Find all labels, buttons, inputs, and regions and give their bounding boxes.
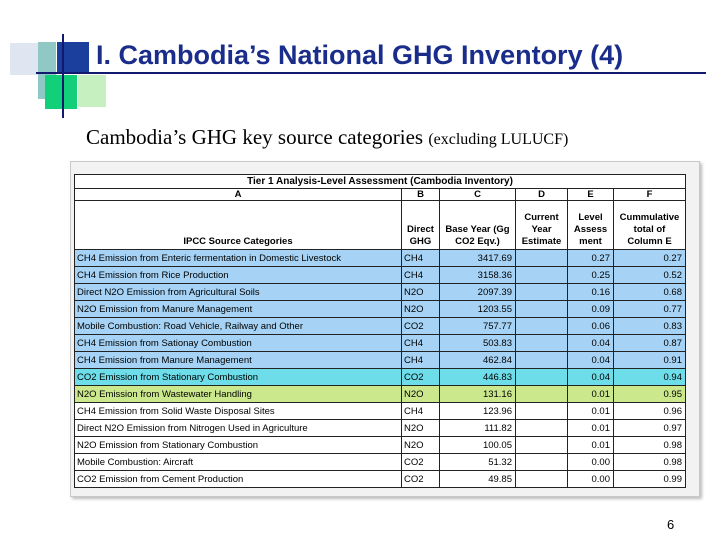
cumulative-cell: 0.68 bbox=[614, 284, 686, 301]
gas-cell: CH4 bbox=[402, 403, 440, 420]
current-year-cell bbox=[516, 352, 568, 369]
current-year-cell bbox=[516, 301, 568, 318]
slide-subtitle bbox=[86, 125, 568, 150]
base-year-cell: 3158.36 bbox=[440, 267, 516, 284]
column-letter: A bbox=[75, 189, 402, 201]
level-cell: 0.25 bbox=[568, 267, 614, 284]
table-row bbox=[75, 301, 686, 318]
cumulative-cell: 0.98 bbox=[614, 454, 686, 471]
category-cell: CH4 Emission from Enteric fermentation in Domestic Livestock bbox=[75, 250, 402, 267]
current-year-cell bbox=[516, 420, 568, 437]
table-row bbox=[75, 250, 686, 267]
category-cell: CH4 Emission from Solid Waste Disposal Sites bbox=[75, 403, 402, 420]
gas-cell: CO2 bbox=[402, 454, 440, 471]
category-cell: CH4 Emission from Rice Production bbox=[75, 267, 402, 284]
cumulative-cell: 0.77 bbox=[614, 301, 686, 318]
category-cell: N2O Emission from Stationary Combustion bbox=[75, 437, 402, 454]
gas-cell: CH4 bbox=[402, 352, 440, 369]
level-cell: 0.04 bbox=[568, 335, 614, 352]
column-header: Base Year (Gg CO2 Eqv.) bbox=[440, 201, 516, 250]
current-year-cell bbox=[516, 318, 568, 335]
cumulative-cell: 0.99 bbox=[614, 471, 686, 488]
category-cell: CH4 Emission from Sationay Combustion bbox=[75, 335, 402, 352]
table-caption: Tier 1 Analysis-Level Assessment (Cambodia Inventory) bbox=[75, 175, 686, 189]
level-cell: 0.00 bbox=[568, 454, 614, 471]
cumulative-cell: 0.52 bbox=[614, 267, 686, 284]
table-row bbox=[75, 284, 686, 301]
base-year-cell: 3417.69 bbox=[440, 250, 516, 267]
current-year-cell bbox=[516, 403, 568, 420]
table-row bbox=[75, 369, 686, 386]
column-letter: D bbox=[516, 189, 568, 201]
cumulative-cell: 0.95 bbox=[614, 386, 686, 403]
gas-cell: CO2 bbox=[402, 369, 440, 386]
category-cell: Mobile Combustion: Road Vehicle, Railway and Other bbox=[75, 318, 402, 335]
slide-title: I. Cambodia’s National GHG Inventory (4) bbox=[96, 40, 624, 70]
base-year-cell: 462.84 bbox=[440, 352, 516, 369]
subtitle-note: (excluding LULUCF) bbox=[428, 131, 569, 148]
deco-square-green bbox=[45, 75, 77, 109]
category-cell: CH4 Emission from Manure Management bbox=[75, 352, 402, 369]
column-letter: B bbox=[402, 189, 440, 201]
cumulative-cell: 0.96 bbox=[614, 403, 686, 420]
gas-cell: CH4 bbox=[402, 267, 440, 284]
cumulative-cell: 0.97 bbox=[614, 420, 686, 437]
table-row bbox=[75, 318, 686, 335]
title-vertical-rule bbox=[62, 34, 64, 118]
table-row bbox=[75, 352, 686, 369]
cumulative-cell: 0.94 bbox=[614, 369, 686, 386]
category-cell: Direct N2O Emission from Agricultural Soils bbox=[75, 284, 402, 301]
gas-cell: N2O bbox=[402, 386, 440, 403]
inventory-table-image bbox=[70, 161, 700, 497]
column-letter: C bbox=[440, 189, 516, 201]
current-year-cell bbox=[516, 471, 568, 488]
current-year-cell bbox=[516, 386, 568, 403]
subtitle-main: Cambodia’s GHG key source categories bbox=[86, 125, 424, 149]
table-row bbox=[75, 471, 686, 488]
base-year-cell: 2097.39 bbox=[440, 284, 516, 301]
column-header: IPCC Source Categories bbox=[75, 201, 402, 250]
category-cell: CO2 Emission from Cement Production bbox=[75, 471, 402, 488]
base-year-cell: 111.82 bbox=[440, 420, 516, 437]
category-cell: CO2 Emission from Stationary Combustion bbox=[75, 369, 402, 386]
table-row bbox=[75, 267, 686, 284]
level-cell: 0.09 bbox=[568, 301, 614, 318]
table-row bbox=[75, 437, 686, 454]
gas-cell: N2O bbox=[402, 437, 440, 454]
table-row bbox=[75, 403, 686, 420]
level-cell: 0.00 bbox=[568, 471, 614, 488]
deco-square-palegreen bbox=[78, 75, 106, 107]
gas-cell: CO2 bbox=[402, 318, 440, 335]
level-cell: 0.01 bbox=[568, 420, 614, 437]
column-header: Level Assess ment bbox=[568, 201, 614, 250]
gas-cell: CH4 bbox=[402, 335, 440, 352]
gas-cell: CH4 bbox=[402, 250, 440, 267]
base-year-cell: 51.32 bbox=[440, 454, 516, 471]
table-row bbox=[75, 420, 686, 437]
base-year-cell: 100.05 bbox=[440, 437, 516, 454]
current-year-cell bbox=[516, 284, 568, 301]
base-year-cell: 1203.55 bbox=[440, 301, 516, 318]
cumulative-cell: 0.98 bbox=[614, 437, 686, 454]
current-year-cell bbox=[516, 454, 568, 471]
page-number: 6 bbox=[667, 517, 675, 532]
cumulative-cell: 0.87 bbox=[614, 335, 686, 352]
column-header: Direct GHG bbox=[402, 201, 440, 250]
title-horizontal-rule bbox=[36, 72, 706, 74]
category-cell: Mobile Combustion: Aircraft bbox=[75, 454, 402, 471]
level-cell: 0.27 bbox=[568, 250, 614, 267]
gas-cell: N2O bbox=[402, 301, 440, 318]
column-letter: E bbox=[568, 189, 614, 201]
base-year-cell: 123.96 bbox=[440, 403, 516, 420]
table-row bbox=[75, 335, 686, 352]
gas-cell: N2O bbox=[402, 284, 440, 301]
level-cell: 0.01 bbox=[568, 437, 614, 454]
gas-cell: N2O bbox=[402, 420, 440, 437]
table-row bbox=[75, 454, 686, 471]
level-cell: 0.16 bbox=[568, 284, 614, 301]
current-year-cell bbox=[516, 335, 568, 352]
column-header: Current Year Estimate bbox=[516, 201, 568, 250]
category-cell: N2O Emission from Wastewater Handling bbox=[75, 386, 402, 403]
level-cell: 0.04 bbox=[568, 369, 614, 386]
column-letter: F bbox=[614, 189, 686, 201]
current-year-cell bbox=[516, 267, 568, 284]
table-row bbox=[75, 386, 686, 403]
level-cell: 0.01 bbox=[568, 386, 614, 403]
base-year-cell: 49.85 bbox=[440, 471, 516, 488]
level-cell: 0.04 bbox=[568, 352, 614, 369]
current-year-cell bbox=[516, 250, 568, 267]
base-year-cell: 757.77 bbox=[440, 318, 516, 335]
cumulative-cell: 0.27 bbox=[614, 250, 686, 267]
level-cell: 0.01 bbox=[568, 403, 614, 420]
current-year-cell bbox=[516, 369, 568, 386]
ghg-key-source-table bbox=[74, 174, 686, 488]
gas-cell: CO2 bbox=[402, 471, 440, 488]
cumulative-cell: 0.91 bbox=[614, 352, 686, 369]
category-cell: N2O Emission from Manure Management bbox=[75, 301, 402, 318]
current-year-cell bbox=[516, 437, 568, 454]
base-year-cell: 446.83 bbox=[440, 369, 516, 386]
level-cell: 0.06 bbox=[568, 318, 614, 335]
base-year-cell: 503.83 bbox=[440, 335, 516, 352]
category-cell: Direct N2O Emission from Nitrogen Used in Agriculture bbox=[75, 420, 402, 437]
column-header: Cummulative total of Column E bbox=[614, 201, 686, 250]
base-year-cell: 131.16 bbox=[440, 386, 516, 403]
cumulative-cell: 0.83 bbox=[614, 318, 686, 335]
